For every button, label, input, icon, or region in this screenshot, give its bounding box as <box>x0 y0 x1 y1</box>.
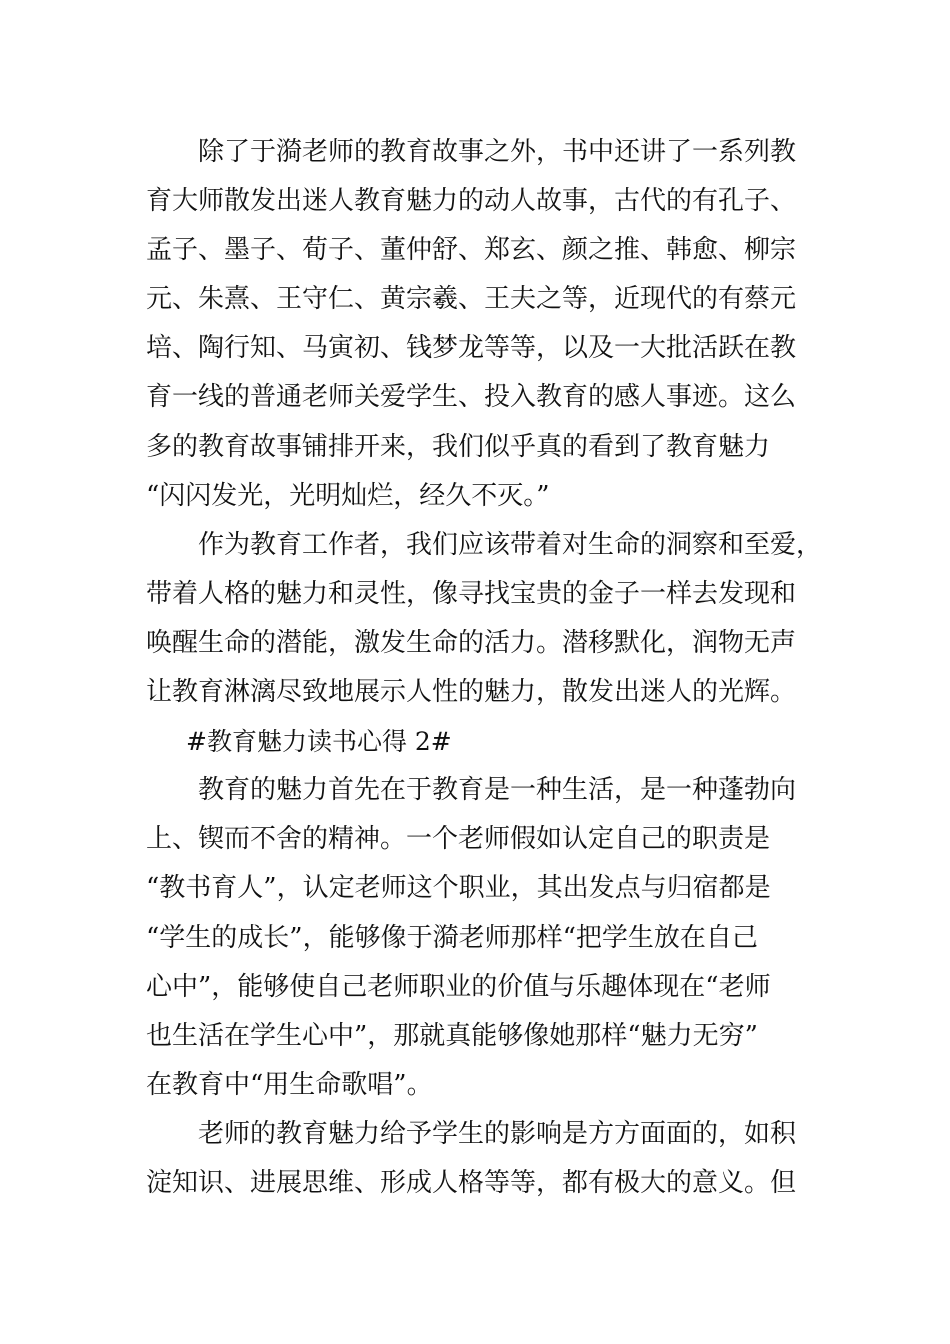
text-line: 多的教育故事铺排开来，我们似乎真的看到了教育魅力 <box>146 431 771 462</box>
text-line: 育大师散发出迷人教育魅力的动人故事，古代的有孔子、 <box>146 186 797 217</box>
text-line: 教育的魅力首先在于教育是一种生活，是一种蓬勃向 <box>198 775 797 806</box>
text-line: 带着人格的魅力和灵性，像寻找宝贵的金子一样去发现和 <box>146 578 797 609</box>
text-line: 也生活在学生心中”，那就真能够像她那样“魅力无穷” <box>146 1020 758 1051</box>
text-line: 老师的教育魅力给予学生的影响是方方面面的，如积 <box>198 1118 797 1149</box>
section-heading: #教育魅力读书心得 2# <box>186 727 452 757</box>
text-line: 淀知识、进展思维、形成人格等等，都有极大的意义。但 <box>146 1167 797 1198</box>
text-line: 上、锲而不舍的精神。一个老师假如认定自己的职责是 <box>146 824 771 855</box>
text-line: 唤醒生命的潜能，激发生命的活力。潜移默化，润物无声 <box>146 627 797 658</box>
text-line: 作为教育工作者，我们应该带着对生命的洞察和至爱， <box>198 529 823 560</box>
text-line: 除了于漪老师的教育故事之外，书中还讲了一系列教 <box>198 137 797 167</box>
text-line: “学生的成长”，能够像于漪老师那样“把学生放在自己 <box>146 922 758 953</box>
body-text <box>146 128 823 1208</box>
text-line: “闪闪发光，光明灿烂，经久不灭。” <box>146 480 550 511</box>
text-line: “教书育人”，认定老师这个职业，其出发点与归宿都是 <box>146 873 771 904</box>
text-line: 让教育淋漓尽致地展示人性的魅力，散发出迷人的光辉。 <box>146 677 797 708</box>
text-line: 培、陶行知、马寅初、钱梦龙等等，以及一大批活跃在教 <box>146 333 797 364</box>
text-line: 心中”，能够使自己老师职业的价值与乐趣体现在“老师 <box>146 971 771 1002</box>
text-line: 育一线的普通老师关爱学生、投入教育的感人事迹。这么 <box>146 382 797 413</box>
text-line: 在教育中“用生命歌唱”。 <box>146 1069 433 1100</box>
text-line: 元、朱熹、王守仁、黄宗羲、王夫之等，近现代的有蔡元 <box>146 284 797 315</box>
text-line: 孟子、墨子、荀子、董仲舒、郑玄、颜之推、韩愈、柳宗 <box>146 235 797 266</box>
